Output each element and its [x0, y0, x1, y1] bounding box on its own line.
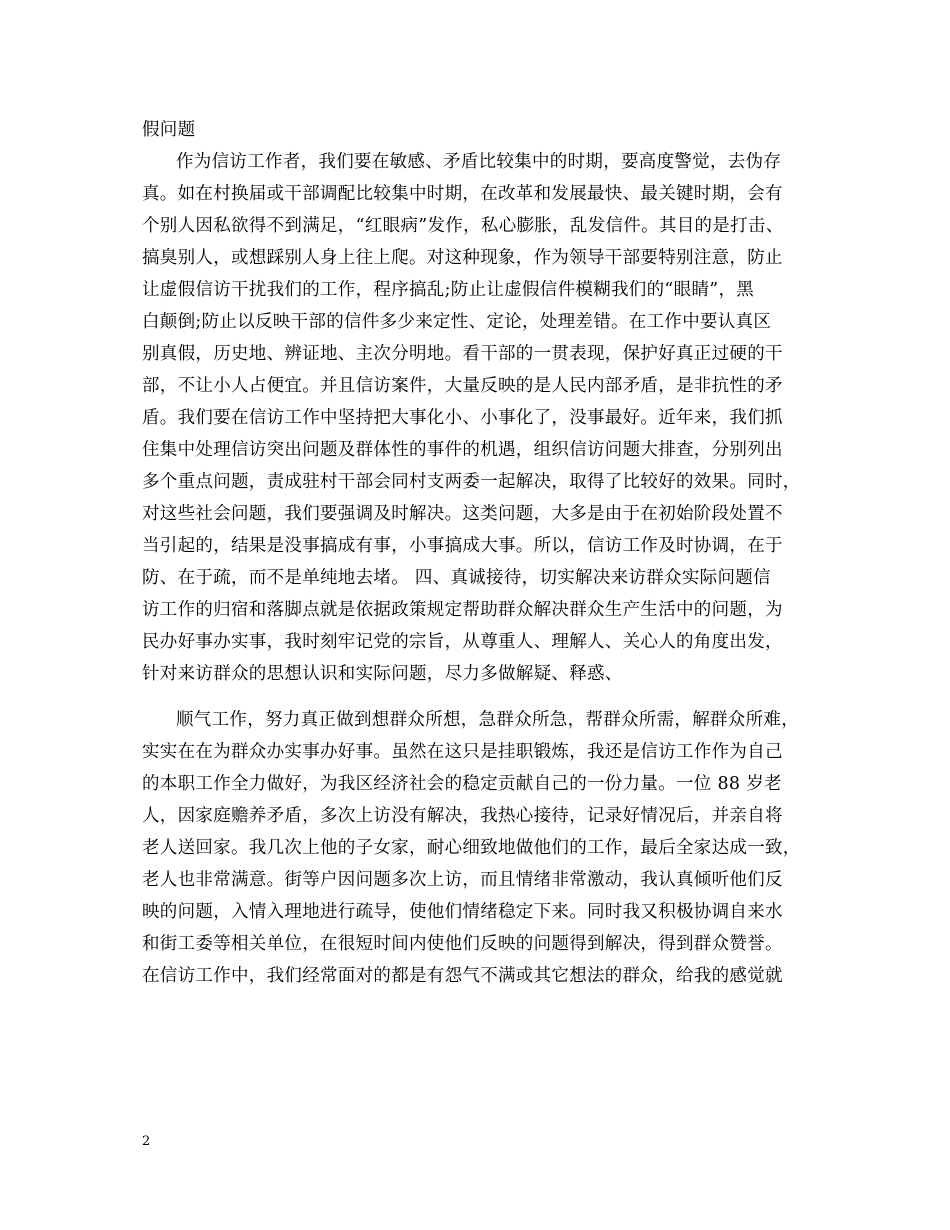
- text-line: 白颠倒;防止以反映干部的信件多少来定性、定论，处理差错。在工作中要认真区: [142, 312, 772, 332]
- text-line: 和街工委等相关单位，在很短时间内使他们反映的问题得到解决，得到群众赞誉。: [142, 934, 783, 954]
- text-line: 搞臭别人，或想踩别人身上往上爬。对这种现象，作为领导干部要特别注意，防止: [142, 248, 783, 268]
- text-line: 别真假，历史地、辨证地、主次分明地。看干部的一贯表现，保护好真正过硬的干: [142, 344, 783, 364]
- text-line: 对这些社会问题，我们要强调及时解决。这类问题，大多是由于在初始阶段处置不: [142, 504, 783, 524]
- text-line: 人，因家庭赡养矛盾，多次上访没有解决，我热心接待，记录好情况后，并亲自将: [142, 806, 783, 826]
- text-line: 针对来访群众的思想认识和实际问题，尽力多做解疑、释惑、: [142, 664, 623, 684]
- text-line: 盾。我们要在信访工作中坚持把大事化小、小事化了，没事最好。近年来，我们抓: [142, 408, 783, 428]
- text-line: 住集中处理信访突出问题及群体性的事件的机遇，组织信访问题大排查，分别列出: [142, 440, 783, 460]
- body-text: [142, 114, 832, 992]
- text-line: 的本职工作全力做好，为我区经济社会的稳定贡献自己的一份力量。一位 88 岁老: [142, 774, 782, 794]
- text-line: 访工作的归宿和落脚点就是依据政策规定帮助群众解决群众生产生活中的问题，为: [142, 600, 783, 620]
- text-line: 部，不让小人占便宜。并且信访案件，大量反映的是人民内部矛盾，是非抗性的矛: [142, 376, 783, 396]
- text-line: 映的问题，入情入理地进行疏导，使他们情绪稳定下来。同时我又积极协调自来水: [142, 902, 783, 922]
- text-line: 真。如在村换届或干部调配比较集中时期，在改革和发展最快、最关键时期，会有: [142, 184, 783, 204]
- text-line: 假问题: [142, 120, 196, 140]
- page-number: 2: [142, 1134, 151, 1149]
- text-line: 当引起的，结果是没事搞成有事，小事搞成大事。所以，信访工作及时协调，在于: [142, 536, 783, 556]
- text-line: 老人送回家。我几次上他的子女家，耐心细致地做他们的工作，最后全家达成一致，: [142, 838, 801, 858]
- text-line: 老人也非常满意。街等户因问题多次上访，而且情绪非常激动，我认真倾听他们反: [142, 870, 783, 890]
- text-line: 民办好事办实事，我时刻牢记党的宗旨，从尊重人、理解人、关心人的角度出发，: [142, 632, 783, 652]
- text-line: 防、在于疏，而不是单纯地去堵。 四、真诚接待，切实解决来访群众实际问题信: [142, 568, 771, 588]
- text-line: 作为信访工作者，我们要在敏感、矛盾比较集中的时期，要高度警觉，去伪存: [176, 152, 782, 172]
- text-line: 实实在在为群众办实事办好事。虽然在这只是挂职锻炼，我还是信访工作作为自己: [142, 742, 783, 762]
- text-line: 让虚假信访干扰我们的工作，程序搞乱;防止让虚假信件模糊我们的“眼睛”，黑: [142, 280, 755, 300]
- text-line: 个别人因私欲得不到满足，“红眼病”发作，私心膨胀，乱发信件。其目的是打击、: [142, 216, 784, 236]
- text-line: 顺气工作，努力真正做到想群众所想，急群众所急，帮群众所需，解群众所难，: [176, 710, 799, 730]
- text-line: 多个重点问题，责成驻村干部会同村支两委一起解决，取得了比较好的效果。同时，: [142, 472, 801, 492]
- text-line: 在信访工作中，我们经常面对的都是有怨气不满或其它想法的群众，给我的感觉就: [142, 966, 783, 986]
